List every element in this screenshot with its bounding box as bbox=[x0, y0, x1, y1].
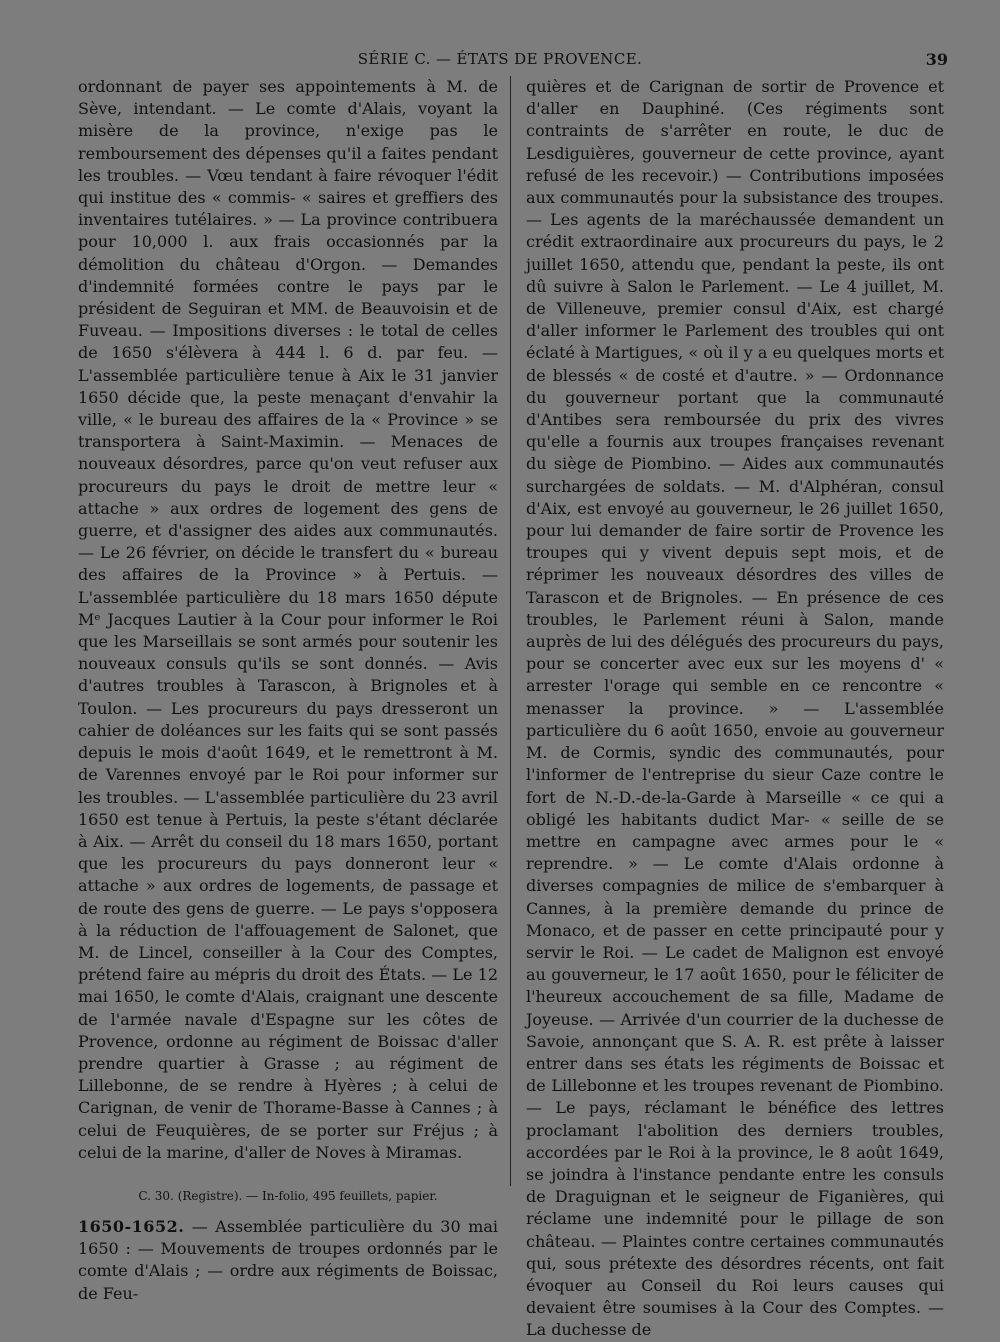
running-head: SÉRIE C. — ÉTATS DE PROVENCE. bbox=[357, 50, 643, 68]
entry-date: 1650-1652. bbox=[78, 1216, 185, 1236]
page-number: 39 bbox=[925, 50, 948, 69]
page-header bbox=[0, 44, 1000, 70]
left-paragraph-1: ordonnant de payer ses appointements à M. de Sève, intendant. — Le comte d'Alais, voyant la misère de la province, n'exige pas le remboursement des dépenses qu'il a faites pendant les troubles. — Vœu tendant à faire révoquer l'édit qui institue des « commis- « saires et greffiers des inventaires tutélaires. » — La province contribuera pour 10,000 l. aux frais occasionnés par la démolition du château d'Orgon. — Demandes d'indemnité formées contre le pays par le président de Seguiran et MM. de Beauvoisin et de Fuveau. — Impositions diverses : le total de celles de 1650 s'élèvera à 444 l. 6 d. par feu. — L'assemblée particulière tenue à Aix le 31 janvier 1650 décide que, la peste menaçant d'envahir la ville, « le bureau des affaires de la « Province » se transportera à Saint-Maximin. — Menaces de nouveaux désordres, parce qu'on veut refuser aux procureurs du pays le droit de mettre leur « attache » aux ordres de logement des gens de guerre, et d'assigner des aides aux communautés. — Le 26 février, on décide le transfert du « bureau des affaires de la Province » à Pertuis. — L'assemblée particulière du 18 mars 1650 députe Mᵉ Jacques Lautier à la Cour pour informer le Roi que les Marseillais se sont armés pour soutenir les nouveaux consuls qu'ils se sont donnés. — Avis d'autres troubles à Tarascon, à Brignoles et à Toulon. — Les procureurs du pays dresseront un cahier de doléances sur les faits qui se sont passés depuis le mois d'août 1649, et le remettront à M. de Varennes envoyé par le Roi pour informer sur les troubles. — L'assemblée particulière du 23 avril 1650 est tenue à Pertuis, la peste s'étant déclarée à Aix. — Arrêt du conseil du 18 mars 1650, portant que les procureurs du pays donneront leur « attache » aux ordres de logements, de passage et de route des gens de guerre. — Le pays s'opposera à la réduction de l'affouagement de Salonet, que M. de Lincel, conseiller à la Cour des Comptes, prétend faire au mépris du droit des États. — Le 12 mai 1650, le comte d'Alais, craignant une descente de l'armée navale d'Espagne sur les côtes de Provence, ordonne au régiment de Boissac d'aller prendre quartier à Grasse ; au régiment de Lillebonne, de se rendre à Hyères ; à celui de Carignan, de venir de Thorame-Basse à Cannes ; à celui de Feuquières, de se porter sur Fréjus ; à celui de la marine, d'aller de Noves à Miramas. bbox=[78, 77, 498, 1162]
entry-paragraph bbox=[78, 1216, 498, 1305]
right-column bbox=[526, 76, 944, 1342]
column-divider bbox=[510, 76, 511, 1186]
archive-reference: C. 30. (Registre). — In-folio, 495 feuillets, papier. bbox=[138, 1188, 438, 1203]
right-paragraph-1: quières et de Carignan de sortir de Provence et d'aller en Dauphiné. (Ces régiments sont contraints de s'arrêter en route, le duc de Lesdiguières, gouverneur de cette province, ayant refusé de les recevoir.) — Contributions imposées aux communautés pour la subsistance des troupes. — Les agents de la maréchaussée demandent un crédit extraordinaire aux procureurs du pays, le 2 juillet 1650, attendu que, pendant la peste, ils ont dû suivre à Salon le Parlement. — Le 4 juillet, M. de Villeneuve, premier consul d'Aix, est chargé d'aller informer le Parlement des troubles qui ont éclaté à Martigues, « où il y a eu quelques morts et de blessés « de costé et d'autre. » — Ordonnance du gouverneur portant que la communauté d'Antibes sera remboursée du prix des vivres qu'elle a fournis aux troupes françaises revenant du siège de Piombino. — Aides aux communautés surchargées de soldats. — M. d'Alphéran, consul d'Aix, est envoyé au gouverneur, le 26 juillet 1650, pour lui demander de faire sortir de Provence les troupes qui y vivent depuis sept mois, et de réprimer les nouveaux désordres des villes de Tarascon et de Brignoles. — En présence de ces troubles, le Parlement réuni à Salon, mande auprès de lui des délégués des procureurs du pays, pour se concerter avec eux sur les moyens d' « arrester l'orage qui semble en ce rencontre « menasser la province. » — L'assemblée particulière du 6 août 1650, envoie au gouverneur M. de Cormis, syndic des communautés, pour l'informer de l'entreprise du sieur Caze contre le fort de N.-D.-de-la-Garde à Marseille « ce qui a obligé les habitants dudict Mar- « seille de se mettre en campagne avec armes pour le « reprendre. » — Le comte d'Alais ordonne à diverses compagnies de milice de s'embarquer à Cannes, à la première demande du prince de Monaco, et de passer en cette principauté pour y servir le Roi. — Le cadet de Malignon est envoyé au gouverneur, le 17 août 1650, pour le féliciter de l'heureux accouchement de sa fille, Madame de Joyeuse. — Arrivée d'un courrier de la duchesse de Savoie, annonçant que S. A. R. est prête à laisser entrer dans ses états les régiments de Boissac et de Lillebonne et les troupes revenant de Piombino. — Le pays, réclamant le bénéfice des lettres proclamant l'abolition des derniers troubles, accordées par le Roi à la province, le 8 août 1649, se joindra à l'instance pendante entre les consuls de Draguignan et le seigneur de Figanières, qui réclame une indemnité pour le pillage de son château. — Plaintes contre certaines communautés qui, sous prétexte des désordres récents, ont fait évoquer au Conseil du Roi leurs causes qui devaient être soumises à la Cour des Comptes. — La duchesse de bbox=[526, 77, 944, 1340]
left-column bbox=[78, 76, 498, 1305]
entry-text: — Assemblée particulière du 30 mai 1650 : — Mouvements de troupes ordonnés par le comte d'Alais ; — ordre aux régiments de Boissac, de Feu- bbox=[78, 1216, 498, 1303]
